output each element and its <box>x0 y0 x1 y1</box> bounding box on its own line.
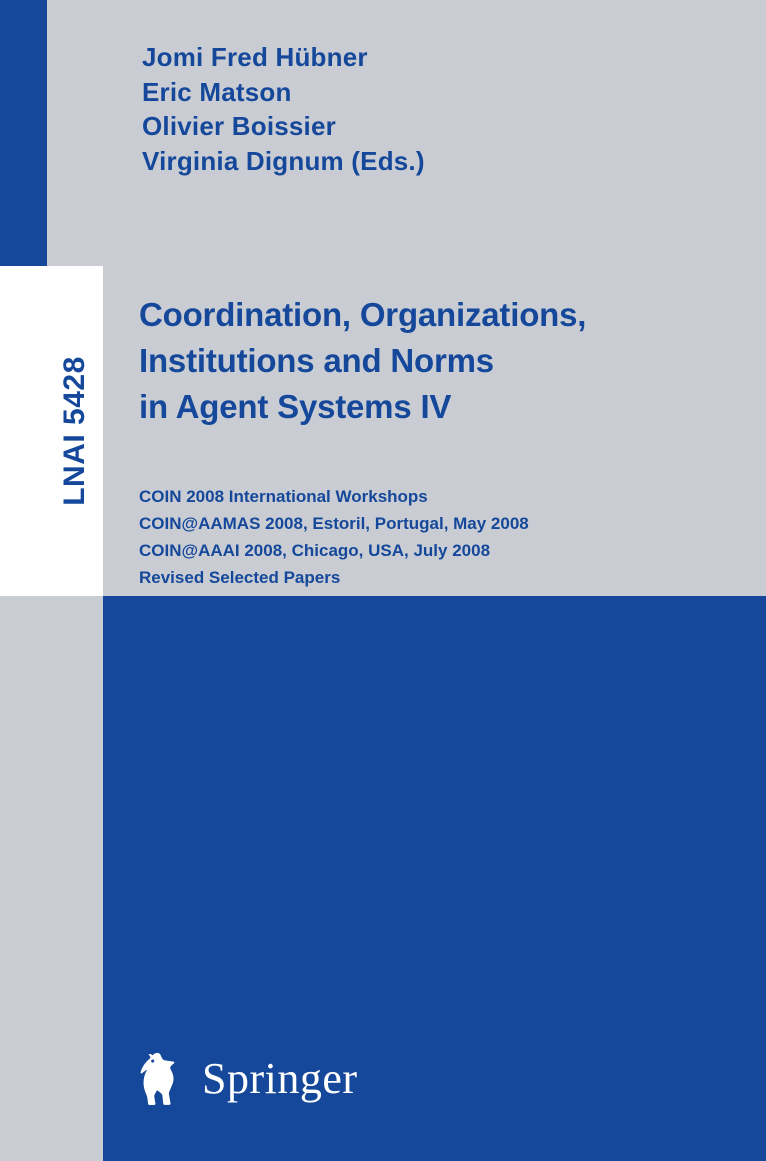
series-label-container <box>47 266 103 596</box>
author-list <box>142 40 702 178</box>
springer-horse-logo <box>128 1047 190 1109</box>
author-name: Jomi Fred Hübner <box>142 42 368 72</box>
publisher-name: Springer <box>202 1053 358 1103</box>
publisher-block <box>128 1047 358 1109</box>
left-blue-band <box>0 0 47 266</box>
author-name: Olivier Boissier <box>142 111 336 142</box>
subtitle-line: COIN@AAMAS 2008, Estoril, Portugal, May 2008 <box>139 514 529 534</box>
title-line: in Agent Systems IV <box>139 388 452 426</box>
book-subtitle <box>139 483 739 591</box>
left-white-band <box>0 266 47 596</box>
author-name: Eric Matson <box>142 76 292 107</box>
title-line: Institutions and Norms <box>139 342 494 380</box>
left-grey-band <box>0 596 103 1161</box>
book-title <box>139 292 739 431</box>
title-line: Coordination, Organizations, <box>139 296 587 333</box>
series-label: LNAI 5428 <box>58 356 92 506</box>
author-name: Virginia Dignum (Eds.) <box>142 145 425 176</box>
subtitle-line: Revised Selected Papers <box>139 568 341 588</box>
subtitle-line: COIN 2008 International Workshops <box>139 487 428 506</box>
subtitle-line: COIN@AAAI 2008, Chicago, USA, July 2008 <box>139 541 491 561</box>
